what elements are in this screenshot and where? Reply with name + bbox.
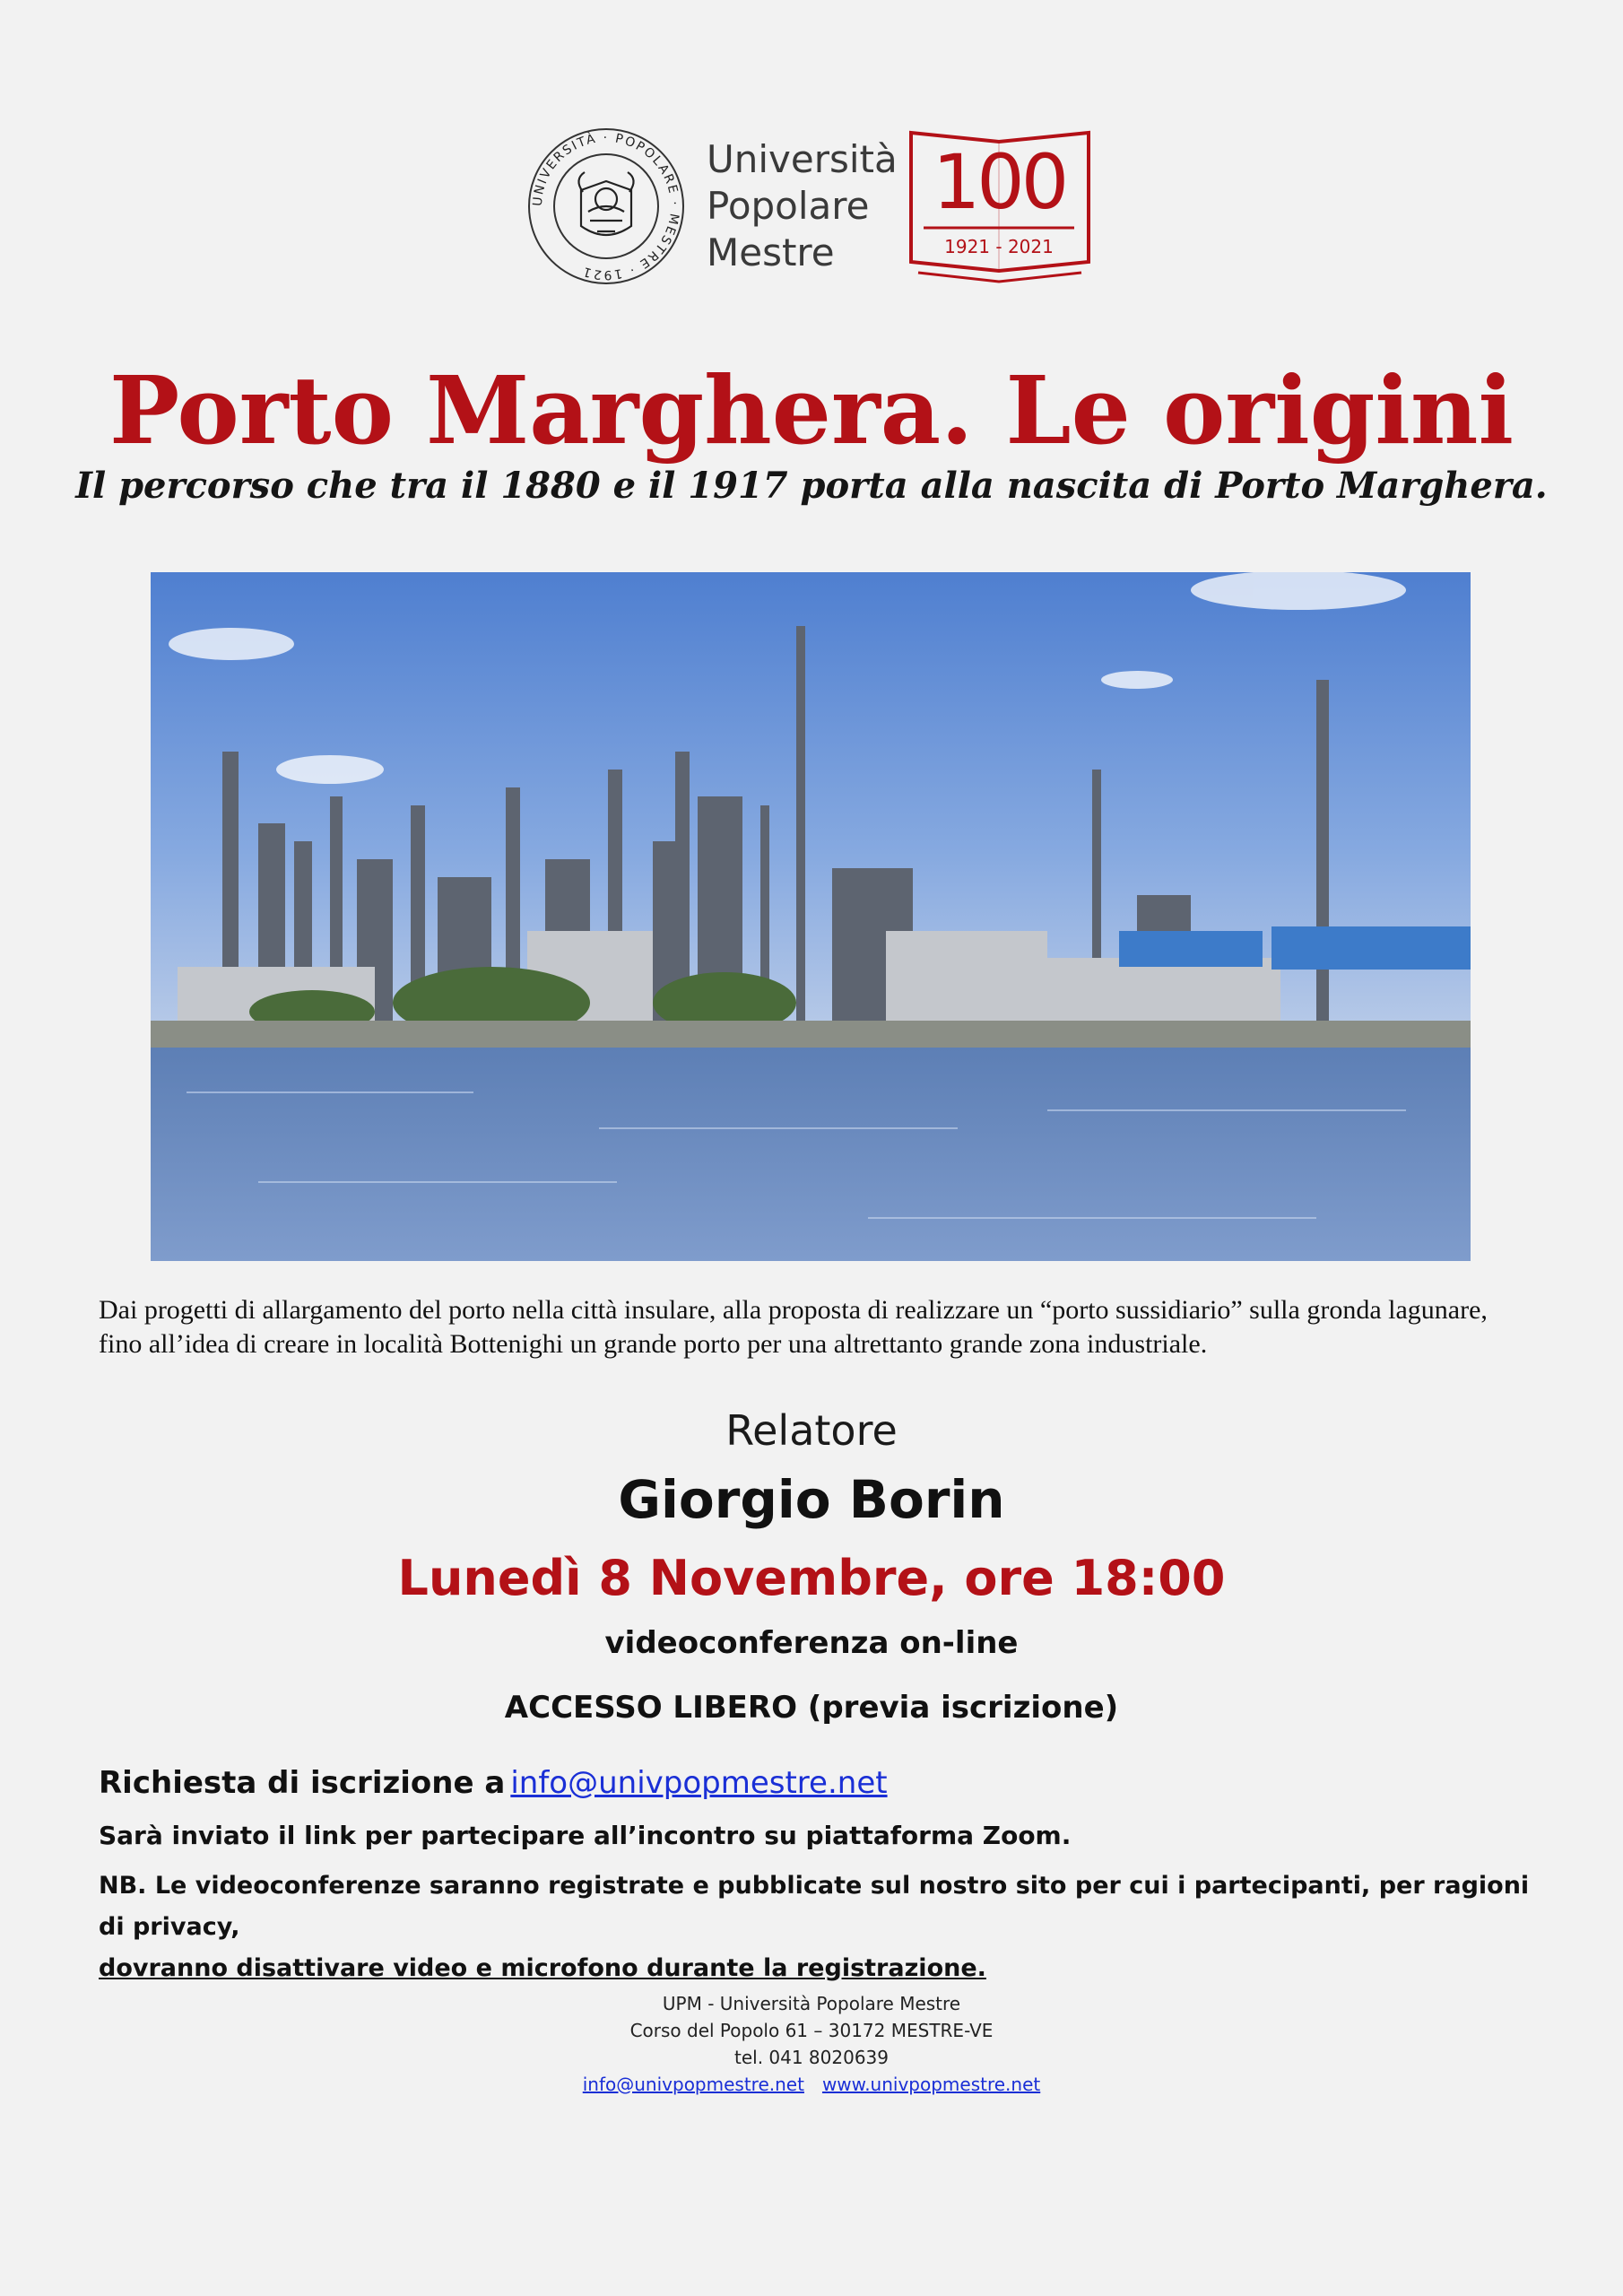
recording-notice-line-2: dovranno disattivare video e microfono durante la registrazione. [99, 1954, 986, 1982]
page-title: Porto Marghera. Le origini [108, 355, 1515, 465]
svg-text:UNIVERSITÀ · POPOLARE · MESTRE: UNIVERSITÀ · POPOLARE · MESTRE · 1921 [530, 130, 682, 283]
university-name [707, 136, 913, 276]
footer-email-link[interactable]: info@univpopmestre.net [582, 2074, 804, 2095]
speaker-label: Relatore [725, 1406, 898, 1455]
lion-emblem-icon [578, 172, 633, 235]
access-info: ACCESSO LIBERO (previa iscrizione) [504, 1690, 1119, 1726]
page-subtitle: Il percorso che tra il 1880 e il 1917 porta alla nascita di Porto Marghera. [75, 465, 1548, 507]
industrial-port-photo [151, 572, 1471, 1261]
registration-email-link[interactable]: info@univpopmestre.net [510, 1765, 888, 1801]
footer-phone: tel. 041 8020639 [733, 2047, 890, 2068]
event-date: Lunedì 8 Novembre, ore 18:00 [397, 1550, 1226, 1606]
footer-website-link[interactable]: www.univpopmestre.net [821, 2074, 1041, 2095]
event-description: Dai progetti di allargamento del porto nella città insulare, alla proposta di realizzare un “porto sussidiario” sulla gronda lagunare, fino all’idea di creare in località Bottenighi un grande porto per una altrettanto grande zona industriale. [99, 1295, 1488, 1359]
university-name-line-3: Mestre [707, 230, 835, 274]
registration-label: Richiesta di iscrizione a [99, 1765, 506, 1801]
centenary-logo [906, 127, 1094, 287]
event-mode: videoconferenza on-line [604, 1625, 1019, 1661]
registration-request [99, 1765, 888, 1801]
footer-address: Corso del Popolo 61 – 30172 MESTRE-VE [629, 2020, 994, 2041]
recording-notice-line-1: NB. Le videoconferenze saranno registrate e pubblicate sul nostro sito per cui i partecipanti, per ragioni di privacy, [99, 1872, 1530, 1941]
university-name-line-1: Università [707, 137, 898, 181]
centenary-number: 100 [932, 138, 1066, 226]
footer-org: UPM - Università Popolare Mestre [662, 1993, 961, 2014]
university-name-line-2: Popolare [707, 184, 870, 228]
zoom-link-note: Sarà inviato il link per partecipare all’incontro su piattaforma Zoom. [99, 1821, 1072, 1850]
speaker-name: Giorgio Borin [618, 1469, 1005, 1530]
recording-notice [99, 1866, 1551, 1989]
university-seal-logo [525, 126, 687, 287]
centenary-years: 1921 - 2021 [944, 236, 1054, 257]
footer-links [0, 2074, 1623, 2095]
